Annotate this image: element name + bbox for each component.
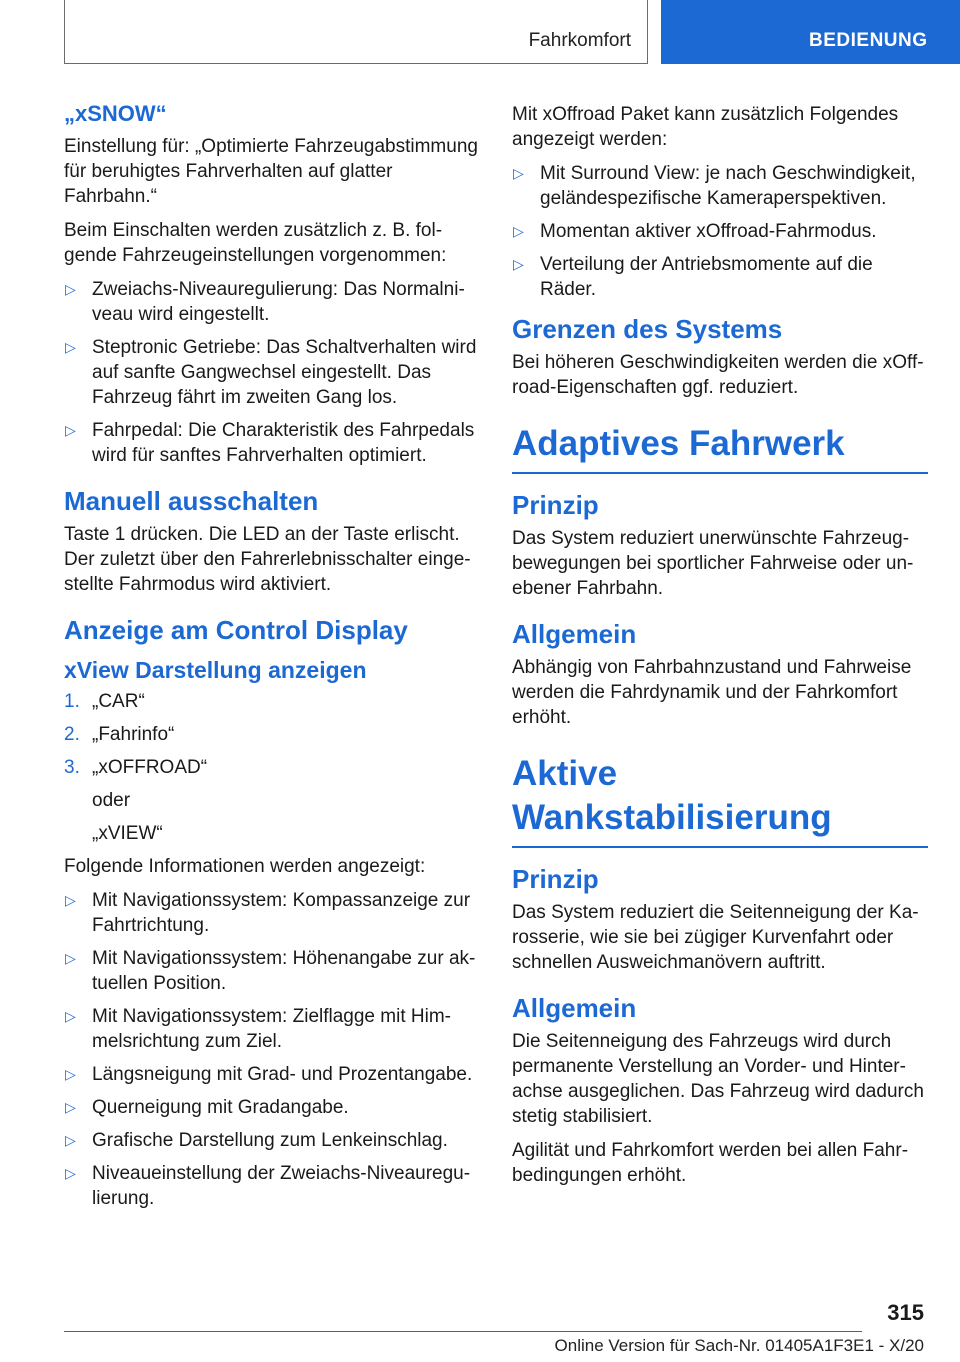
info-list: [64, 888, 480, 1211]
list-item: ▷ Momentan aktiver xOffroad-Fahrmodus.: [513, 221, 877, 242]
list-item: ▷ Fahrpedal: Die Charakteristik des Fahrpedals wird für sanftes Fahrverhalten optimiert.: [65, 420, 475, 466]
list-item: ▷ Mit Navigationssystem: Kompassanzeige zur Fahrtrichtung.: [65, 890, 471, 936]
list-item: ▷ Zweiachs-Niveauregulierung: Das Normalniveau wird eingestellt.: [65, 279, 465, 325]
control-display-heading: Anzeige am Control Display: [64, 615, 408, 645]
footer-text: Online Version für Sach-Nr. 01405A1F3E1 - X/20: [554, 1336, 924, 1355]
triangle-right-icon: ▷: [65, 950, 76, 966]
xsnow-heading: „xSNOW“: [64, 101, 167, 126]
list-item: ▷ Verteilung der Antriebsmomente auf die Räder.: [513, 254, 873, 300]
header-section-box: [64, 0, 648, 64]
xsnow-setting: Einstellung für: „Optimierte Fahrzeugabstimmung für beruhigtes Fahrverhalten auf glatter Fahrbahn.“: [64, 136, 478, 207]
step-or: oder: [92, 790, 131, 811]
xsnow-intro: Beim Einschalten werden zusätzlich z. B. folgende Fahrzeugeinstellungen vorgenommen:: [64, 220, 447, 266]
triangle-right-icon: ▷: [65, 1066, 76, 1082]
list-item: ▷ Niveaueinstellung der Zweiachs-Niveauregulierung.: [65, 1163, 471, 1209]
header-chapter: BEDIENUNG: [809, 30, 928, 51]
triangle-right-icon: ▷: [65, 422, 76, 438]
footer-divider: [64, 1331, 862, 1332]
roll-principle-text: Das System reduziert die Seitenneigung der Karosserie, wie sie bei zügiger Kurvenfahrt oder schnellen Ausweichmanövern auftritt.: [512, 902, 919, 973]
offroad-list: [512, 161, 928, 302]
triangle-right-icon: ▷: [513, 223, 524, 239]
roll-general-text-1: Die Seitenneigung des Fahrzeugs wird durch permanente Verstellung an Vorder- und Hinterachse ausgeglichen. Das Fahrzeug wird dadurch stetig stabilisiert.: [512, 1031, 924, 1127]
list-item: ▷ Mit Navigationssystem: Höhenangabe zur aktuellen Position.: [65, 948, 476, 994]
xview-heading: xView Darstellung anzeigen: [64, 657, 367, 683]
manual-off-heading: Manuell ausschalten: [64, 486, 319, 516]
roll-principle-heading: Prinzip: [512, 864, 599, 894]
info-intro: Folgende Informationen werden angezeigt:: [64, 856, 426, 877]
triangle-right-icon: ▷: [513, 256, 524, 272]
triangle-right-icon: ▷: [65, 892, 76, 908]
triangle-right-icon: ▷: [65, 1165, 76, 1181]
limits-heading: Grenzen des Systems: [512, 314, 783, 344]
adaptive-principle-text: Das System reduziert unerwünschte Fahrzeugbewegungen bei sportlicher Fahrweise oder unebener Fahrbahn.: [512, 528, 914, 599]
adaptive-general-text: Abhängig von Fahrbahnzustand und Fahrweise werden die Fahrdynamik und der Fahrkomfort erhöht.: [512, 657, 912, 728]
xview-steps: [64, 689, 480, 780]
step-alternative: „xVIEW“: [92, 823, 163, 844]
triangle-right-icon: ▷: [65, 1008, 76, 1024]
roll-general-text-2: Agilität und Fahrkomfort werden bei allen Fahrbedingungen erhöht.: [512, 1140, 909, 1186]
step-item: 3. „xOFFROAD“: [64, 757, 208, 778]
roll-general-heading: Allgemein: [512, 993, 637, 1023]
list-item: ▷ Mit Surround View: je nach Geschwindigkeit, geländespezifische Kameraperspektiven.: [513, 163, 916, 209]
triangle-right-icon: ▷: [65, 281, 76, 297]
step-item: 1. „CAR“: [64, 691, 145, 712]
list-item: ▷ Mit Navigationssystem: Zielflagge mit Himmelsrichtung zum Ziel.: [65, 1006, 451, 1052]
adaptive-general-heading: Allgemein: [512, 619, 637, 649]
roll-stabilization-heading: Aktive Wankstabilisierung: [512, 752, 928, 848]
list-item: ▷ Querneigung mit Gradangabe.: [65, 1097, 349, 1118]
xsnow-list: [64, 277, 480, 468]
triangle-right-icon: ▷: [65, 339, 76, 355]
left-column: [64, 100, 480, 1219]
triangle-right-icon: ▷: [65, 1099, 76, 1115]
adaptive-principle-heading: Prinzip: [512, 490, 599, 520]
offroad-intro: Mit xOffroad Paket kann zusätzlich Folgendes angezeigt werden:: [512, 104, 899, 150]
header-chapter-tab: [661, 0, 960, 64]
adaptive-suspension-heading: Adaptives Fahrwerk: [512, 422, 928, 474]
list-item: ▷ Grafische Darstellung zum Lenkeinschlag.: [65, 1130, 448, 1151]
right-column: [512, 102, 928, 1197]
triangle-right-icon: ▷: [65, 1132, 76, 1148]
triangle-right-icon: ▷: [513, 165, 524, 181]
manual-off-text: Taste 1 drücken. Die LED an der Taste erlischt. Der zuletzt über den Fahrerlebnisschalter eingestellte Fahrmodus wird aktiviert.: [64, 524, 471, 595]
header-section: Fahrkomfort: [528, 30, 631, 51]
page-number: 315: [887, 1300, 924, 1325]
step-item: 2. „Fahrinfo“: [64, 724, 175, 745]
list-item: ▷ Steptronic Getriebe: Das Schaltverhalten wird auf sanfte Gangwechsel eingestellt. Das Fahrzeug fährt im zweiten Gang los.: [65, 337, 477, 408]
list-item: ▷ Längsneigung mit Grad- und Prozentangabe.: [65, 1064, 473, 1085]
limits-text: Bei höheren Geschwindigkeiten werden die xOffroad-Eigenschaften ggf. reduziert.: [512, 352, 924, 398]
